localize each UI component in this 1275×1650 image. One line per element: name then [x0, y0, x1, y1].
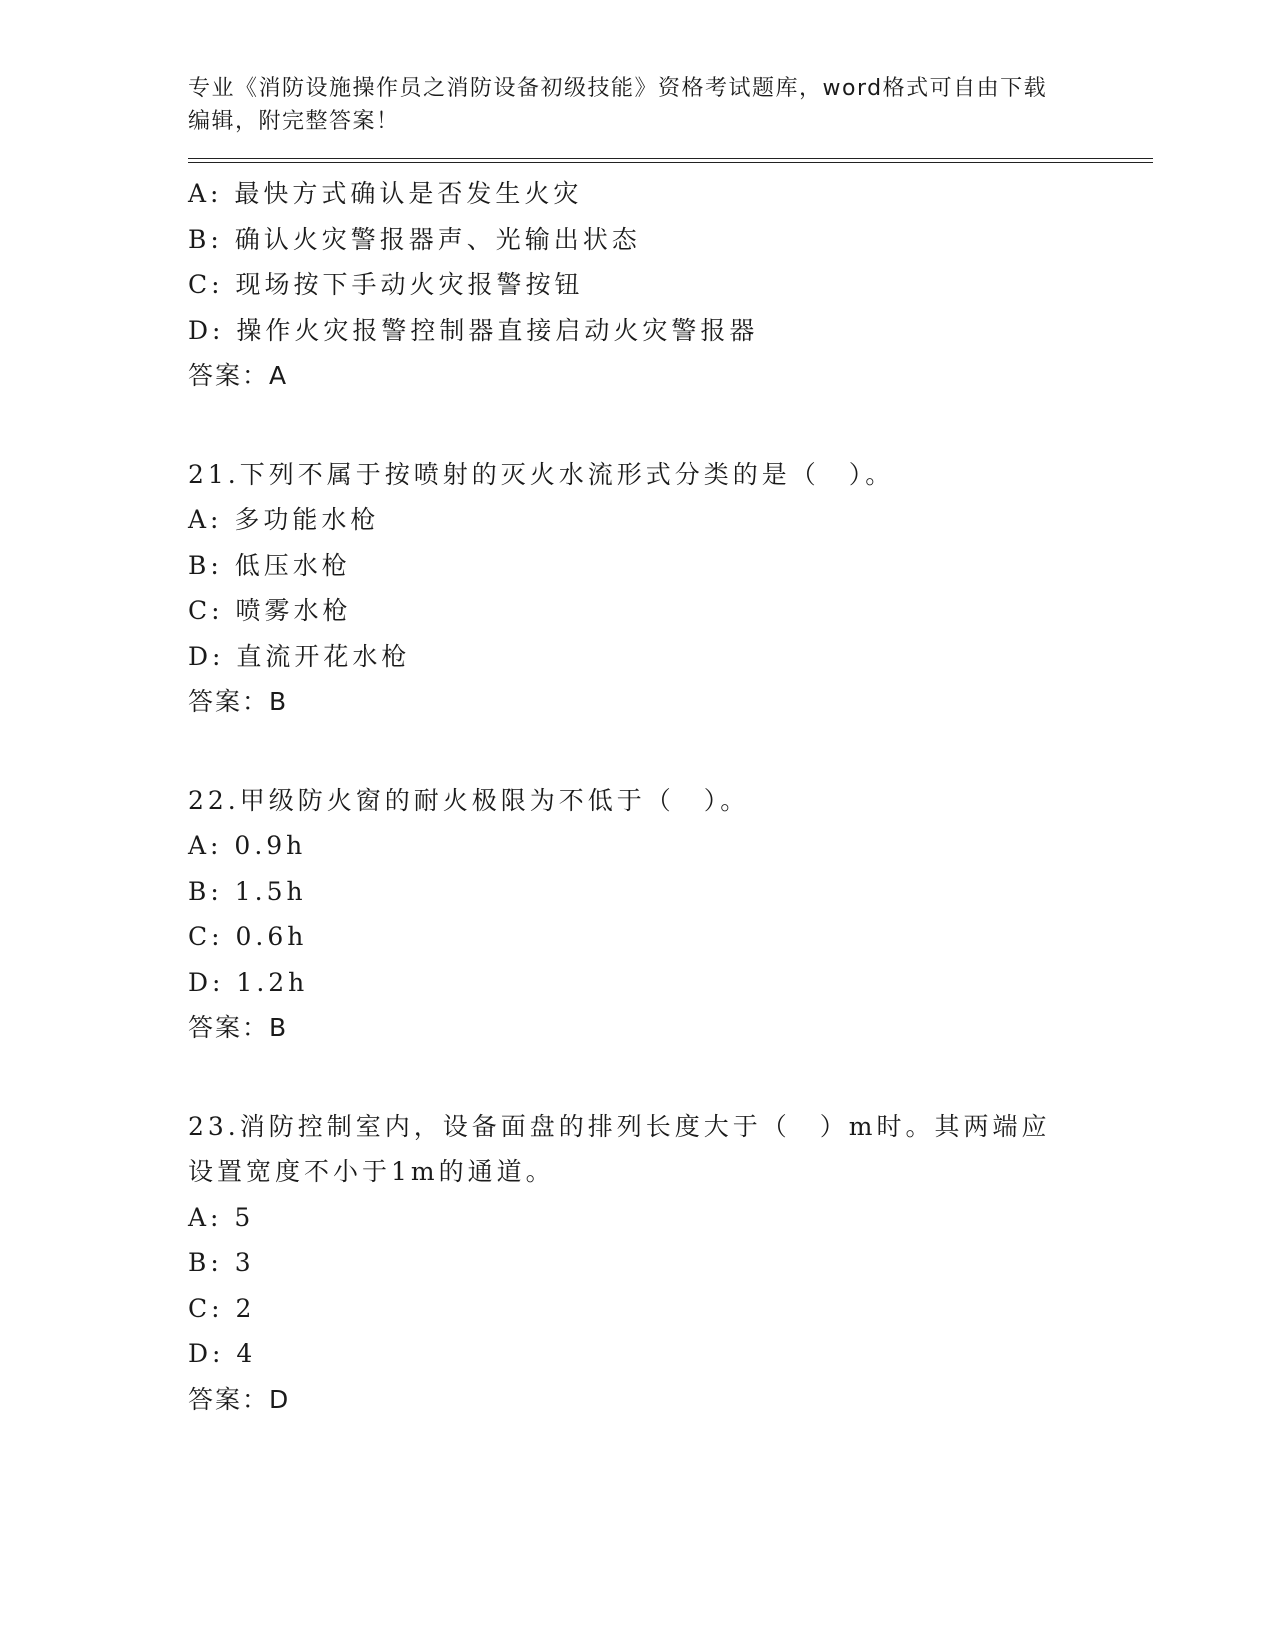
question-block-20 — [188, 171, 1158, 399]
question-block-23 — [188, 1104, 1158, 1423]
answer-line: 答案：B — [188, 687, 289, 716]
option-d: D: 1.2h — [188, 967, 309, 997]
option-a: A: 最快方式确认是否发生火灾 — [188, 179, 583, 208]
option-c: C: 现场按下手动火灾报警按钮 — [188, 270, 584, 299]
answer-line: 答案：D — [188, 1384, 291, 1414]
option-d: D: 4 — [188, 1339, 257, 1368]
question-block-21 — [188, 452, 1158, 725]
header-divider — [188, 158, 1153, 163]
question-text: 21.下列不属于按喷射的灭火水流形式分类的是（ ）。 — [188, 459, 895, 489]
option-b: B: 3 — [188, 1248, 255, 1277]
answer-line: 答案：A — [188, 361, 289, 390]
option-a: A: 0.9h — [188, 831, 307, 860]
option-a: A: 多功能水枪 — [188, 505, 380, 534]
option-b: B: 低压水枪 — [188, 550, 351, 580]
question-block-22 — [188, 778, 1158, 1051]
question-text: 22.甲级防火窗的耐火极限为不低于（ ）。 — [188, 785, 750, 815]
option-d: D: 操作火灾报警控制器直接启动火灾警报器 — [188, 315, 759, 345]
answer-line: 答案：B — [188, 1013, 289, 1042]
option-c: C: 0.6h — [188, 922, 308, 951]
option-c: C: 2 — [188, 1293, 256, 1323]
option-d: D: 直流开花水枪 — [188, 641, 411, 671]
option-b: B: 确认火灾警报器声、光输出状态 — [188, 224, 641, 254]
option-a: A: 5 — [188, 1202, 255, 1232]
option-b: B: 1.5h — [188, 876, 307, 906]
document-page — [188, 72, 1158, 1422]
document-header: 专业《消防设施操作员之消防设备初级技能》资格考试题库，word格式可自由下载编辑，附完整答案！ — [188, 76, 1048, 134]
option-c: C: 喷雾水枪 — [188, 596, 352, 625]
question-text: 23.消防控制室内，设备面盘的排列长度大于（ ）m时。其两端应设置宽度不小于1m的通道。 — [188, 1111, 1051, 1186]
